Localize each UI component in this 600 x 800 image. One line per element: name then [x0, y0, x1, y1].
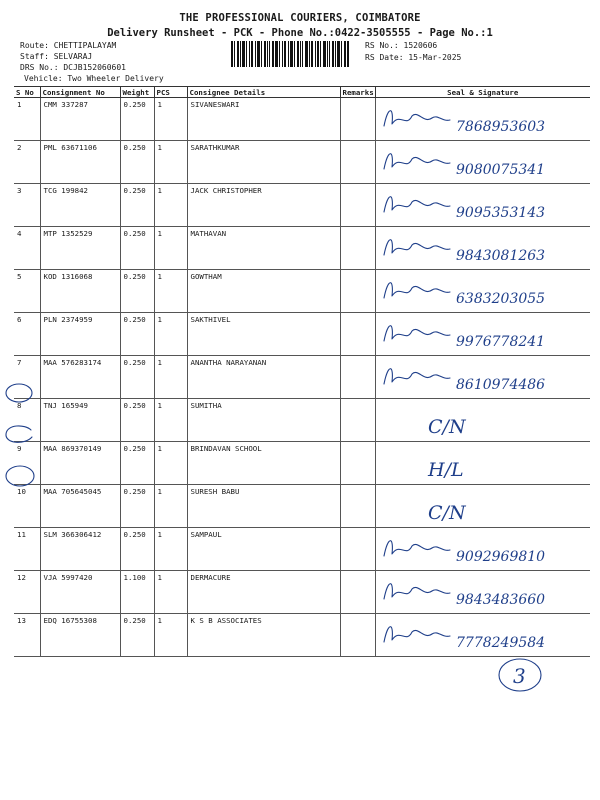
signature-cell [375, 184, 590, 227]
signature-cell [375, 442, 590, 485]
table-row [14, 356, 590, 399]
table-row [14, 528, 590, 571]
consignee-cell: SAMPAUL [187, 528, 340, 571]
signature-text: C/N [427, 502, 466, 524]
runsheet-table [14, 86, 590, 657]
page-mark-circle [496, 655, 548, 699]
pcs-cell: 1 [154, 313, 187, 356]
consignee-cell: SAKTHIVEL [187, 313, 340, 356]
weight-cell: 0.250 [120, 399, 154, 442]
remarks-cell [340, 442, 375, 485]
handwritten-signature [376, 270, 591, 312]
pcs-cell: 1 [154, 614, 187, 657]
consignee-cell: BRINDAVAN SCHOOL [187, 442, 340, 485]
handwritten-signature [376, 184, 591, 226]
vehicle-label: Vehicle: Two Wheeler Delivery [24, 74, 164, 83]
weight-cell: 0.250 [120, 270, 154, 313]
consignment-cell: PLN 2374959 [40, 313, 120, 356]
table-row [14, 313, 590, 356]
consignment-cell: PML 63671106 [40, 141, 120, 184]
consignment-cell: MTP 1352529 [40, 227, 120, 270]
handwritten-signature [376, 528, 591, 570]
weight-cell: 0.250 [120, 227, 154, 270]
signature-cell [375, 356, 590, 399]
table-row [14, 227, 590, 270]
remarks-cell [340, 98, 375, 141]
pcs-cell: 1 [154, 98, 187, 141]
signature-cell [375, 270, 590, 313]
barcode-image [231, 41, 349, 67]
handwritten-signature [376, 614, 591, 656]
company-title: THE PROFESSIONAL COURIERS, COIMBATORE [179, 12, 421, 24]
remarks-cell [340, 270, 375, 313]
table-body [14, 98, 590, 657]
drs-label: DRS No.: DCJB152060601 [20, 63, 126, 72]
signature-text: 6383203055 [455, 291, 545, 307]
table-row [14, 442, 590, 485]
pcs-cell: 1 [154, 356, 187, 399]
col-pcs: PCS [154, 87, 187, 98]
consignee-cell: K S B ASSOCIATES [187, 614, 340, 657]
sno-cell: 9 [14, 442, 40, 485]
consignee-cell: MATHAVAN [187, 227, 340, 270]
pcs-cell: 1 [154, 184, 187, 227]
signature-text: C/N [427, 416, 466, 438]
table-row [14, 98, 590, 141]
rs-number: RS No.: 1520606 [365, 41, 438, 50]
consignee-cell: SURESH BABU [187, 485, 340, 528]
row-8-circle-mark [4, 382, 34, 408]
col-consignment: Consignment No [40, 87, 120, 98]
handwritten-signature [376, 571, 591, 613]
signature-text: 9843081263 [455, 248, 545, 264]
table-row [14, 399, 590, 442]
consignment-cell: EDQ 16755308 [40, 614, 120, 657]
consignee-cell: GOWTHAM [187, 270, 340, 313]
pcs-cell: 1 [154, 442, 187, 485]
table-row [14, 571, 590, 614]
signature-text: 9080075341 [455, 162, 545, 178]
signature-cell [375, 98, 590, 141]
table-row [14, 485, 590, 528]
remarks-cell [340, 227, 375, 270]
sno-cell: 6 [14, 313, 40, 356]
remarks-cell [340, 571, 375, 614]
handwritten-signature [376, 227, 591, 269]
sno-cell: 10 [14, 485, 40, 528]
rs-date: RS Date: 15-Mar-2025 [365, 53, 462, 62]
consignment-cell: TCG 199842 [40, 184, 120, 227]
remarks-cell [340, 528, 375, 571]
pcs-cell: 1 [154, 141, 187, 184]
col-weight: Weight [120, 87, 154, 98]
runsheet-subtitle: Delivery Runsheet - PCK - Phone No.:0422-3505555 - Page No.:1 [107, 27, 493, 39]
table-row [14, 270, 590, 313]
remarks-cell [340, 485, 375, 528]
signature-text: H/L [427, 459, 464, 481]
pcs-cell: 1 [154, 528, 187, 571]
remarks-cell [340, 356, 375, 399]
table-row [14, 184, 590, 227]
signature-cell [375, 141, 590, 184]
pcs-cell: 1 [154, 227, 187, 270]
sno-cell: 11 [14, 528, 40, 571]
pcs-cell: 1 [154, 571, 187, 614]
table-row [14, 614, 590, 657]
page-mark-number: 3 [513, 664, 526, 688]
signature-cell [375, 528, 590, 571]
consignee-cell: ANANTHA NARAYANAN [187, 356, 340, 399]
col-consignee: Consignee Details [187, 87, 340, 98]
handwritten-signature [376, 485, 591, 527]
pcs-cell: 1 [154, 485, 187, 528]
sno-cell: 7 [14, 356, 40, 399]
signature-text: 9976778241 [455, 334, 545, 350]
sno-cell: 1 [14, 98, 40, 141]
weight-cell: 0.250 [120, 356, 154, 399]
col-remarks: Remarks [340, 87, 375, 98]
consignment-cell: SLM 366306412 [40, 528, 120, 571]
row-10-circle-mark [4, 464, 36, 492]
signature-text: 9843483660 [455, 592, 545, 608]
consignment-cell: VJA 5997420 [40, 571, 120, 614]
handwritten-signature [376, 313, 591, 355]
consignment-cell: CMM 337287 [40, 98, 120, 141]
route-label: Route: CHETTIPALAYAM [20, 41, 117, 50]
weight-cell: 0.250 [120, 614, 154, 657]
signature-text: 9095353143 [455, 205, 545, 221]
consignment-cell: TNJ 165949 [40, 399, 120, 442]
handwritten-signature [376, 98, 591, 140]
consignee-cell: JACK CHRISTOPHER [187, 184, 340, 227]
remarks-cell [340, 184, 375, 227]
row-9-circle-mark [3, 424, 35, 450]
table-header-row [14, 87, 590, 98]
weight-cell: 0.250 [120, 313, 154, 356]
handwritten-signature [376, 356, 591, 398]
sno-cell: 5 [14, 270, 40, 313]
consignee-cell: SARATHKUMAR [187, 141, 340, 184]
col-sno: S No [14, 87, 40, 98]
handwritten-signature [376, 141, 591, 183]
consignment-cell: MAA 576283174 [40, 356, 120, 399]
remarks-cell [340, 313, 375, 356]
weight-cell: 0.250 [120, 184, 154, 227]
signature-cell [375, 485, 590, 528]
signature-cell [375, 614, 590, 657]
handwritten-signature [376, 399, 591, 441]
signature-text: 9092969810 [455, 549, 545, 565]
consignment-cell: MAA 705645045 [40, 485, 120, 528]
signature-text: 7868953603 [455, 119, 545, 135]
sno-cell: 12 [14, 571, 40, 614]
signature-text: 7778249584 [455, 635, 545, 651]
weight-cell: 0.250 [120, 442, 154, 485]
weight-cell: 0.250 [120, 528, 154, 571]
signature-cell [375, 227, 590, 270]
pcs-cell: 1 [154, 399, 187, 442]
signature-cell [375, 313, 590, 356]
remarks-cell [340, 399, 375, 442]
sno-cell: 2 [14, 141, 40, 184]
col-signature: Seal & Signature [375, 87, 590, 98]
consignee-cell: SIVANESWARI [187, 98, 340, 141]
remarks-cell [340, 614, 375, 657]
consignment-cell: MAA 869370149 [40, 442, 120, 485]
consignee-cell: SUMITHA [187, 399, 340, 442]
signature-cell [375, 571, 590, 614]
weight-cell: 0.250 [120, 485, 154, 528]
consignee-cell: DERMACURE [187, 571, 340, 614]
pcs-cell: 1 [154, 270, 187, 313]
weight-cell: 0.250 [120, 141, 154, 184]
sno-cell: 13 [14, 614, 40, 657]
handwritten-signature [376, 442, 591, 484]
weight-cell: 0.250 [120, 98, 154, 141]
sno-cell: 8 [14, 399, 40, 442]
sno-cell: 4 [14, 227, 40, 270]
weight-cell: 1.100 [120, 571, 154, 614]
remarks-cell [340, 141, 375, 184]
signature-text: 8610974486 [455, 377, 545, 393]
signature-cell [375, 399, 590, 442]
sno-cell: 3 [14, 184, 40, 227]
consignment-cell: KOD 1316068 [40, 270, 120, 313]
staff-label: Staff: SELVARAJ [20, 52, 93, 61]
table-row [14, 141, 590, 184]
